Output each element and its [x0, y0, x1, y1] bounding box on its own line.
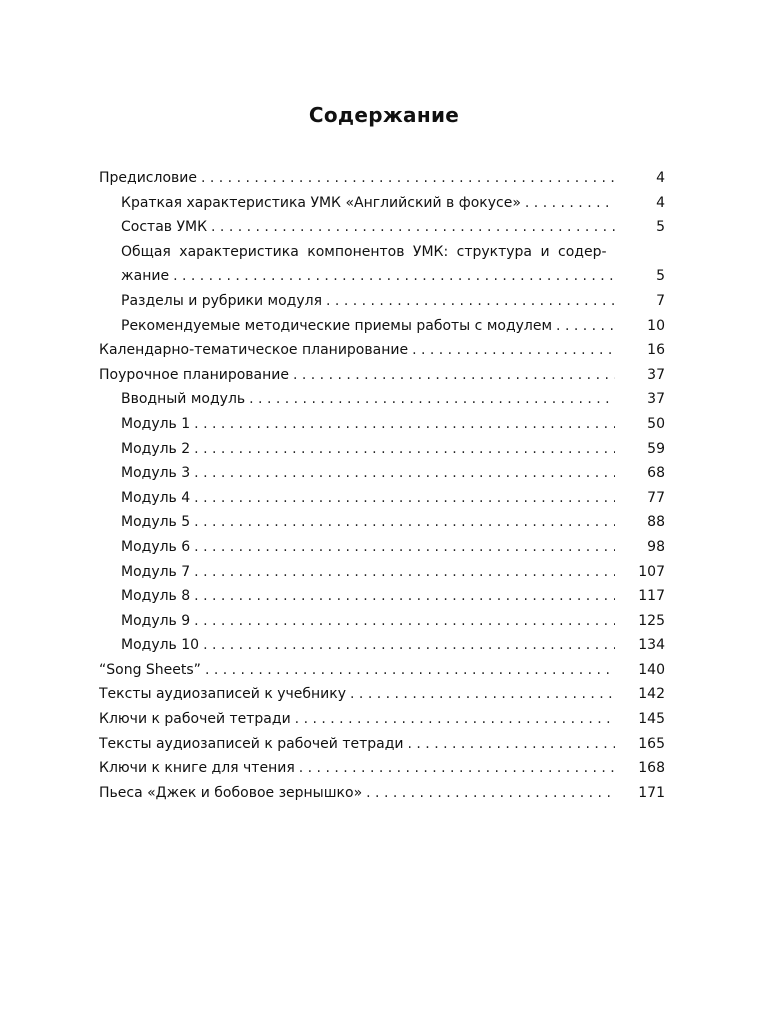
toc-entry [99, 215, 665, 240]
dot-leader [326, 289, 615, 314]
toc-entry [99, 461, 665, 486]
toc-entry [99, 191, 665, 216]
toc-entry-label: Модуль 1 [121, 415, 191, 432]
toc-entry-page-number: 50 [647, 415, 665, 432]
dot-leader [173, 264, 615, 289]
toc-entry [99, 633, 665, 658]
toc-entry [99, 756, 665, 781]
toc-entry-page-number: 16 [647, 342, 665, 359]
toc-entry-page-number: 165 [638, 735, 665, 752]
toc-entry-label: Ключи к книге для чтения [99, 760, 295, 777]
toc-entry-page-number: 68 [647, 465, 665, 482]
toc-entry-label: Поурочное планирование [99, 366, 289, 383]
toc-entry-page-number: 125 [638, 612, 665, 629]
dot-leader [194, 486, 615, 511]
toc-entry [99, 732, 665, 757]
toc-entry [99, 437, 665, 462]
toc-entry [99, 387, 665, 412]
toc-entry-page-number: 5 [656, 219, 665, 236]
toc-entry-label: Тексты аудиозаписей к рабочей тетради [99, 735, 404, 752]
toc-entry [99, 240, 665, 265]
toc-entry-label: Общая характеристика компонентов УМК: структура и содер- [121, 243, 607, 260]
toc-entry-label: Ключи к рабочей тетради [99, 711, 291, 728]
toc-entry [99, 166, 665, 191]
toc-entry-page-number: 140 [638, 661, 665, 678]
toc-entry-page-number: 37 [647, 391, 665, 408]
toc-entry [99, 658, 665, 683]
dot-leader [201, 166, 615, 191]
dot-leader [194, 461, 615, 486]
dot-leader [194, 510, 615, 535]
toc-entry [99, 314, 665, 339]
toc-entry-page-number: 5 [656, 268, 665, 285]
toc-entry-label: Календарно-тематическое планирование [99, 342, 409, 359]
toc-entry [99, 560, 665, 585]
toc-entry-page-number: 134 [638, 637, 665, 654]
toc-entry [99, 412, 665, 437]
toc-entry-label: Состав УМК [121, 219, 208, 236]
toc-entry-label: Предисловие [99, 170, 197, 186]
page-title: Содержание [308, 103, 460, 127]
toc-entry [99, 707, 665, 732]
dot-leader [299, 756, 615, 781]
dot-leader [525, 191, 615, 216]
toc-entry [99, 289, 665, 314]
toc-entry-page-number: 4 [656, 170, 665, 186]
toc-entry-label: Пьеса «Джек и бобовое зернышко» [99, 784, 363, 801]
toc-entry-label: Разделы и рубрики модуля [121, 292, 323, 309]
toc-entry [99, 264, 665, 289]
dot-leader [194, 584, 615, 609]
dot-leader [194, 609, 615, 634]
toc-entry-page-number: 117 [638, 588, 665, 605]
dot-leader [194, 560, 615, 585]
dot-leader [194, 535, 615, 560]
toc-entry-label: Модуль 5 [121, 514, 191, 531]
toc-entry-page-number: 10 [647, 317, 665, 334]
dot-leader [203, 633, 615, 658]
toc-entry-label: Модуль 7 [121, 563, 191, 580]
toc-entry [99, 535, 665, 560]
dot-leader [366, 781, 615, 806]
toc-entry-label: Рекомендуемые методические приемы работы с модулем [121, 317, 553, 334]
toc-entry-page-number: 98 [647, 538, 665, 555]
toc-entry-label: Модуль 2 [121, 440, 191, 457]
dot-leader [295, 707, 615, 732]
toc-entry [99, 584, 665, 609]
toc-entry [99, 781, 665, 806]
toc-entry-label: Модуль 4 [121, 489, 191, 506]
toc-entry [99, 682, 665, 707]
toc-entry-label: Модуль 3 [121, 465, 191, 482]
toc-entry-page-number: 145 [638, 711, 665, 728]
dot-leader [412, 338, 615, 363]
toc-entry-page-number: 107 [638, 563, 665, 580]
dot-leader [194, 412, 615, 437]
toc-entry-page-number: 88 [647, 514, 665, 531]
toc-entry-label: Модуль 6 [121, 538, 191, 555]
dot-leader [293, 363, 615, 388]
toc-entry-label: Краткая характеристика УМК «Английский в фокусе» [121, 194, 521, 211]
dot-leader [408, 732, 616, 757]
toc-entry-page-number: 7 [656, 292, 665, 309]
toc-entry-label: Тексты аудиозаписей к учебнику [99, 686, 347, 703]
toc-entry [99, 486, 665, 511]
dot-leader [556, 314, 615, 339]
toc-entry-label: Модуль 9 [121, 612, 191, 629]
toc-entry [99, 363, 665, 388]
toc-entry-page-number: 171 [638, 784, 665, 801]
dot-leader [194, 437, 615, 462]
toc-entry-label: Модуль 10 [121, 637, 200, 654]
toc-entry-page-number: 59 [647, 440, 665, 457]
toc-entry-label: Модуль 8 [121, 588, 191, 605]
toc-entry-label: Вводный модуль [121, 391, 246, 408]
toc-entry-page-number: 4 [656, 194, 665, 211]
toc-entry-page-number: 142 [638, 686, 665, 703]
table-of-contents [99, 166, 665, 805]
dot-leader [211, 215, 615, 240]
dot-leader [249, 387, 615, 412]
toc-entry-label: “Song Sheets” [99, 661, 201, 678]
dot-leader [205, 658, 615, 683]
toc-entry-label: жание [121, 268, 170, 285]
toc-entry [99, 609, 665, 634]
dot-leader [350, 682, 615, 707]
toc-entry [99, 510, 665, 535]
toc-entry-page-number: 77 [647, 489, 665, 506]
toc-entry-page-number: 37 [647, 366, 665, 383]
toc-entry [99, 338, 665, 363]
toc-entry-page-number: 168 [638, 760, 665, 777]
